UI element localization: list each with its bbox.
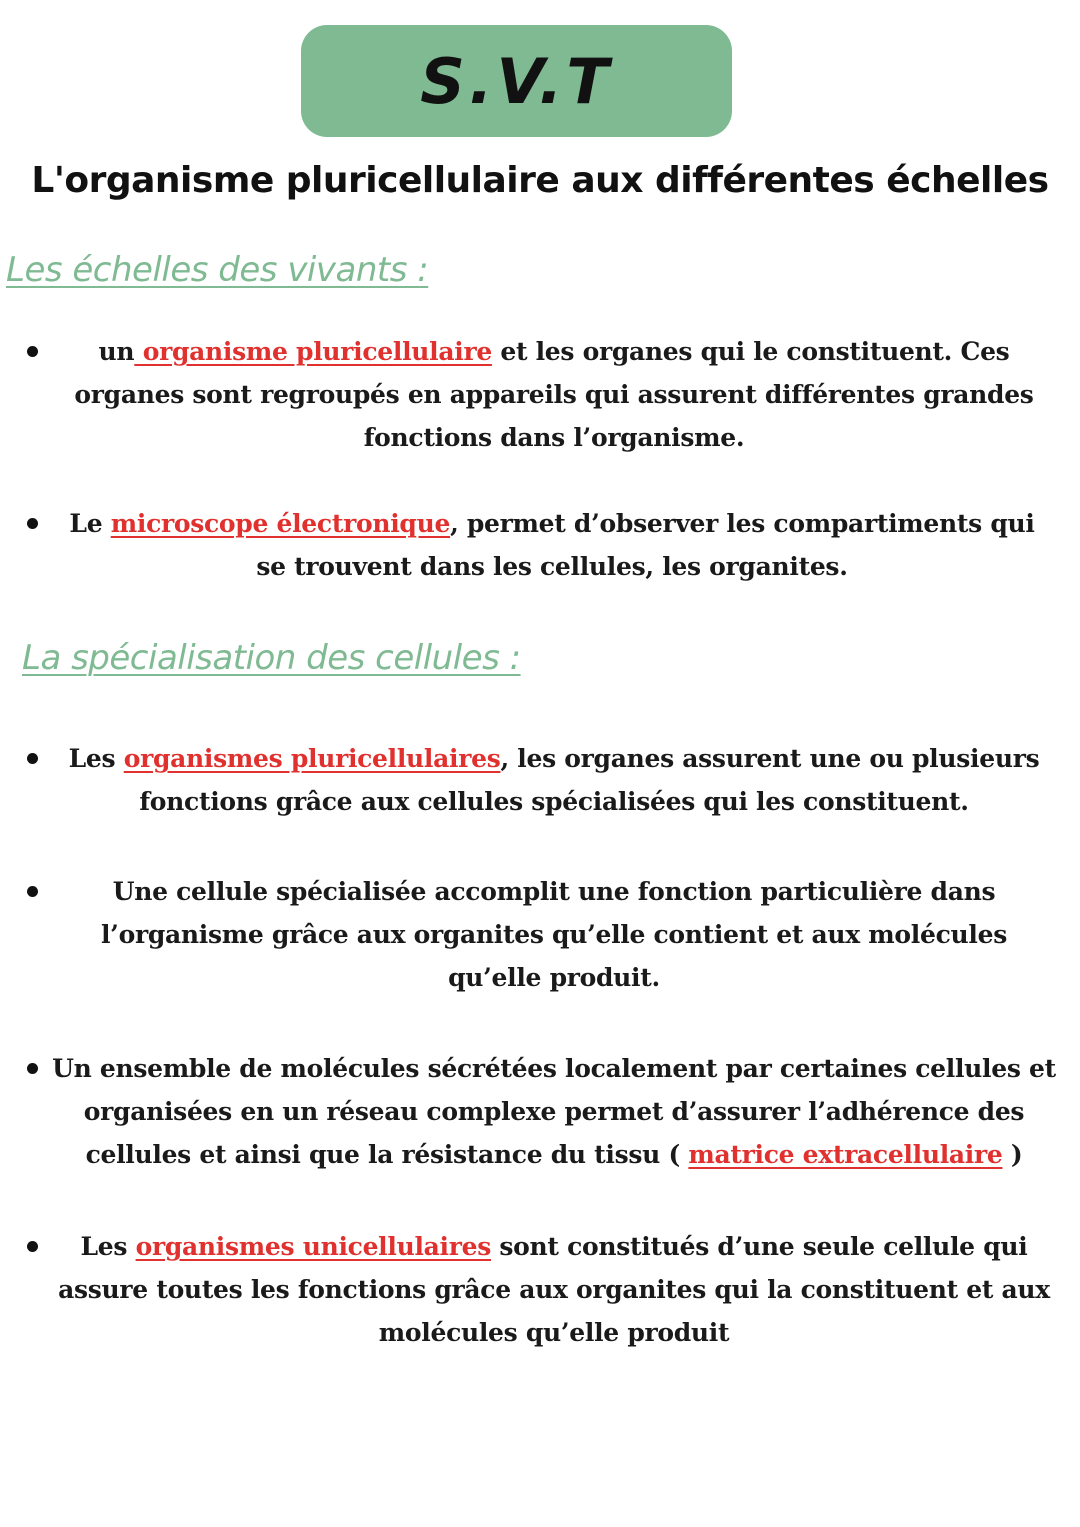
highlight-term: organismes unicellulaires [135, 1232, 491, 1261]
bullet-microscope [52, 502, 1052, 588]
bullet-text-after: , permet d’observer les compartiments qui se trouvent dans les cellules, les organites. [256, 509, 1035, 581]
bullet-text-before: Le [69, 509, 111, 538]
highlight-term: organisme pluricellulaire [134, 337, 492, 366]
bullet-icon [27, 1063, 38, 1074]
bullet-icon [27, 753, 38, 764]
bullet-text-after: ) [1002, 1140, 1023, 1169]
bullet-text-before: un [98, 337, 135, 366]
page-title: L'organisme pluricellulaire aux différentes échelles [31, 160, 1049, 201]
bullet-icon [27, 518, 38, 529]
bullet-organismes-unicellulaires [52, 1225, 1056, 1354]
bullet-organismes-pluricellulaires [58, 737, 1050, 823]
section-heading-specialisation: La spécialisation des cellules : [22, 638, 521, 678]
bullet-text-after: , les organes assurent une ou plusieurs fonctions grâce aux cellules spécialisées qui les constituent. [139, 744, 1040, 816]
bullet-matrice-extracellulaire [52, 1047, 1056, 1176]
bullet-text-before: Les [68, 744, 124, 773]
bullet-text-before: Les [80, 1232, 136, 1261]
bullet-text-after: sont constitués d’une seule cellule qui assure toutes les fonctions grâce aux organites qui la constituent et aux molécules qu’elle produit [58, 1232, 1050, 1347]
subject-badge-label: S.V.T [420, 44, 613, 118]
section-heading-echelles: Les échelles des vivants : [6, 250, 429, 290]
highlight-term: organismes pluricellulaires [123, 744, 501, 773]
highlight-term: microscope électronique [110, 509, 451, 538]
bullet-icon [27, 346, 38, 357]
bullet-icon [27, 1241, 38, 1252]
bullet-text-before: Un ensemble de molécules sécrétées localement par certaines cellules et organisées en un réseau complexe permet d’assurer l’adhérence des cellules et ainsi que la résistance du tissu ( [52, 1054, 1056, 1169]
bullet-organisme-pluricellulaire [58, 330, 1050, 459]
bullet-icon [27, 886, 38, 897]
highlight-term: matrice extracellulaire [688, 1140, 1003, 1169]
subject-badge [301, 25, 732, 137]
bullet-cellule-specialisee: Une cellule spécialisée accomplit une fonction particulière dans l’organisme grâce aux organites qu’elle contient et aux molécules qu’elle produit. [100, 877, 1007, 992]
bullet-text-after: et les organes qui le constituent. Ces organes sont regroupés en appareils qui assurent différentes grandes fonctions dans l’organisme. [74, 337, 1034, 452]
